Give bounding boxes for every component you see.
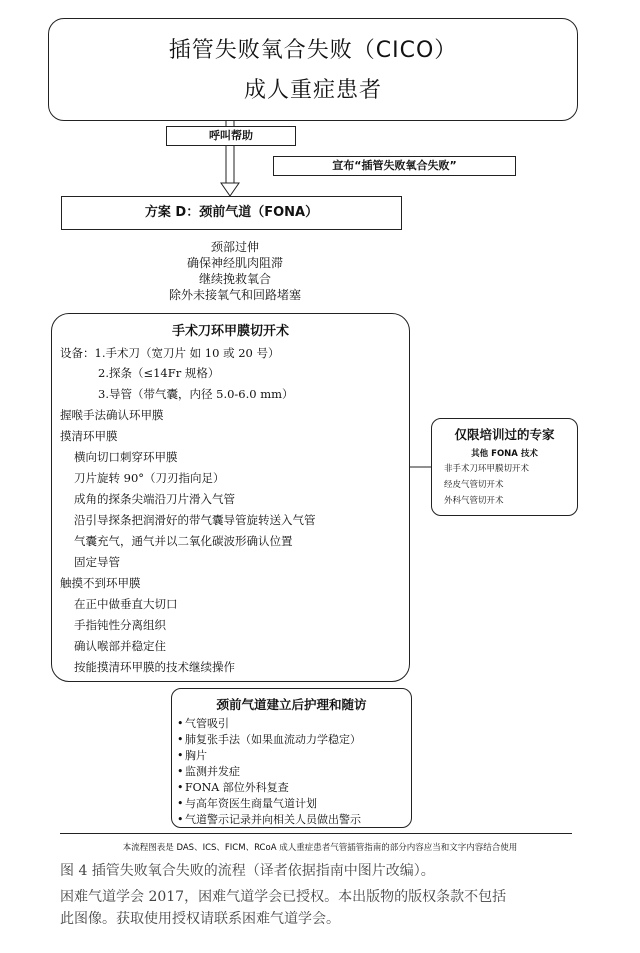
call-help-box: 呼叫帮助 xyxy=(166,126,296,146)
pre-step: 继续挽救氧合 xyxy=(198,272,271,286)
aftercare-item: • FONA 部位外科复查 xyxy=(177,781,289,794)
scalpel-step: 沿引导探条把润滑好的带气囊导管旋转送入气管 xyxy=(74,513,316,527)
declare-failure-box: 宣布“插管失败氧合失败” xyxy=(273,156,516,176)
bullet-icon: • xyxy=(177,781,184,794)
copyright-line-2: 此图像。获取使用授权请联系困难气道学会。 xyxy=(60,911,340,927)
expert-subtitle: 其他 FONA 技术 xyxy=(471,449,538,459)
expert-item: 经皮气管切开术 xyxy=(444,480,504,490)
expert-box xyxy=(431,418,578,516)
scalpel-step: 固定导管 xyxy=(74,555,120,569)
aftercare-item: • 气道警示记录并向相关人员做出警示 xyxy=(177,813,361,826)
scalpel-step: 在正中做垂直大切口 xyxy=(74,597,178,611)
bullet-icon: • xyxy=(177,813,184,826)
source-note: 本流程图表是 DAS、ICS、FICM、RCoA 成人重症患者气管插管指南的部分内容应当和文字内容结合使用 xyxy=(122,843,518,853)
scalpel-step: 按能摸清环甲膜的技术继续操作 xyxy=(74,660,235,674)
bullet-icon: • xyxy=(177,733,184,746)
bullet-icon: • xyxy=(177,717,184,730)
scalpel-step: 摸清环甲膜 xyxy=(60,429,118,443)
pre-step: 确保神经肌肉阻滞 xyxy=(186,256,283,270)
aftercare-item: • 监测并发症 xyxy=(177,765,240,778)
divider xyxy=(60,833,572,834)
bullet-icon: • xyxy=(177,765,184,778)
expert-item: 非手术刀环甲膜切开术 xyxy=(444,464,530,474)
title-line-2: 成人重症患者 xyxy=(243,78,382,103)
scalpel-step: 触摸不到环甲膜 xyxy=(60,576,141,590)
scalpel-step: 2.探条（≤14Fr 规格） xyxy=(98,366,220,380)
scalpel-step: 确认喉部并稳定住 xyxy=(74,639,166,653)
scalpel-box xyxy=(51,313,410,682)
plan-d-box: 方案 D：颈前气道（FONA） xyxy=(61,196,402,230)
aftercare-item: • 胸片 xyxy=(177,749,207,762)
pre-step: 颈部过伸 xyxy=(210,240,259,254)
expert-title: 仅限培训过的专家 xyxy=(454,427,555,442)
pre-step: 除外未接氧气和回路堵塞 xyxy=(168,288,301,302)
scalpel-step: 3.导管（带气囊，内径 5.0-6.0 mm） xyxy=(98,387,294,401)
scalpel-step: 刀片旋转 90°（刀刃指向足） xyxy=(74,471,225,485)
copyright-line-1: 困难气道学会 2017，困难气道学会已授权。本出版物的版权条款不包括 xyxy=(60,889,507,905)
scalpel-step: 横向切口刺穿环甲膜 xyxy=(74,450,178,464)
bullet-icon: • xyxy=(177,797,184,810)
title-box xyxy=(48,18,578,121)
scalpel-step: 设备：1.手术刀（宽刀片 如 10 或 20 号） xyxy=(60,346,280,360)
aftercare-item: • 与高年资医生商量气道计划 xyxy=(177,797,317,810)
arrow-head xyxy=(221,183,239,196)
expert-item: 外科气管切开术 xyxy=(444,496,504,506)
aftercare-title: 颈前气道建立后护理和随访 xyxy=(216,697,367,712)
aftercare-item: • 气管吸引 xyxy=(177,717,229,730)
scalpel-step: 握喉手法确认环甲膜 xyxy=(60,408,164,422)
title-line-1: 插管失败氧合失败（CICO） xyxy=(168,38,458,63)
aftercare-box xyxy=(171,688,412,828)
aftercare-item: • 肺复张手法（如果血流动力学稳定） xyxy=(177,733,361,746)
scalpel-title: 手术刀环甲膜切开术 xyxy=(171,324,289,339)
figure-caption: 图 4 插管失败氧合失败的流程（译者依据指南中图片改编）。 xyxy=(60,863,435,879)
scalpel-step: 成角的探条尖端沿刀片滑入气管 xyxy=(74,492,235,506)
scalpel-step: 手指钝性分离组织 xyxy=(74,618,166,632)
bullet-icon: • xyxy=(177,749,184,762)
scalpel-step: 气囊充气，通气并以二氧化碳波形确认位置 xyxy=(74,534,293,548)
